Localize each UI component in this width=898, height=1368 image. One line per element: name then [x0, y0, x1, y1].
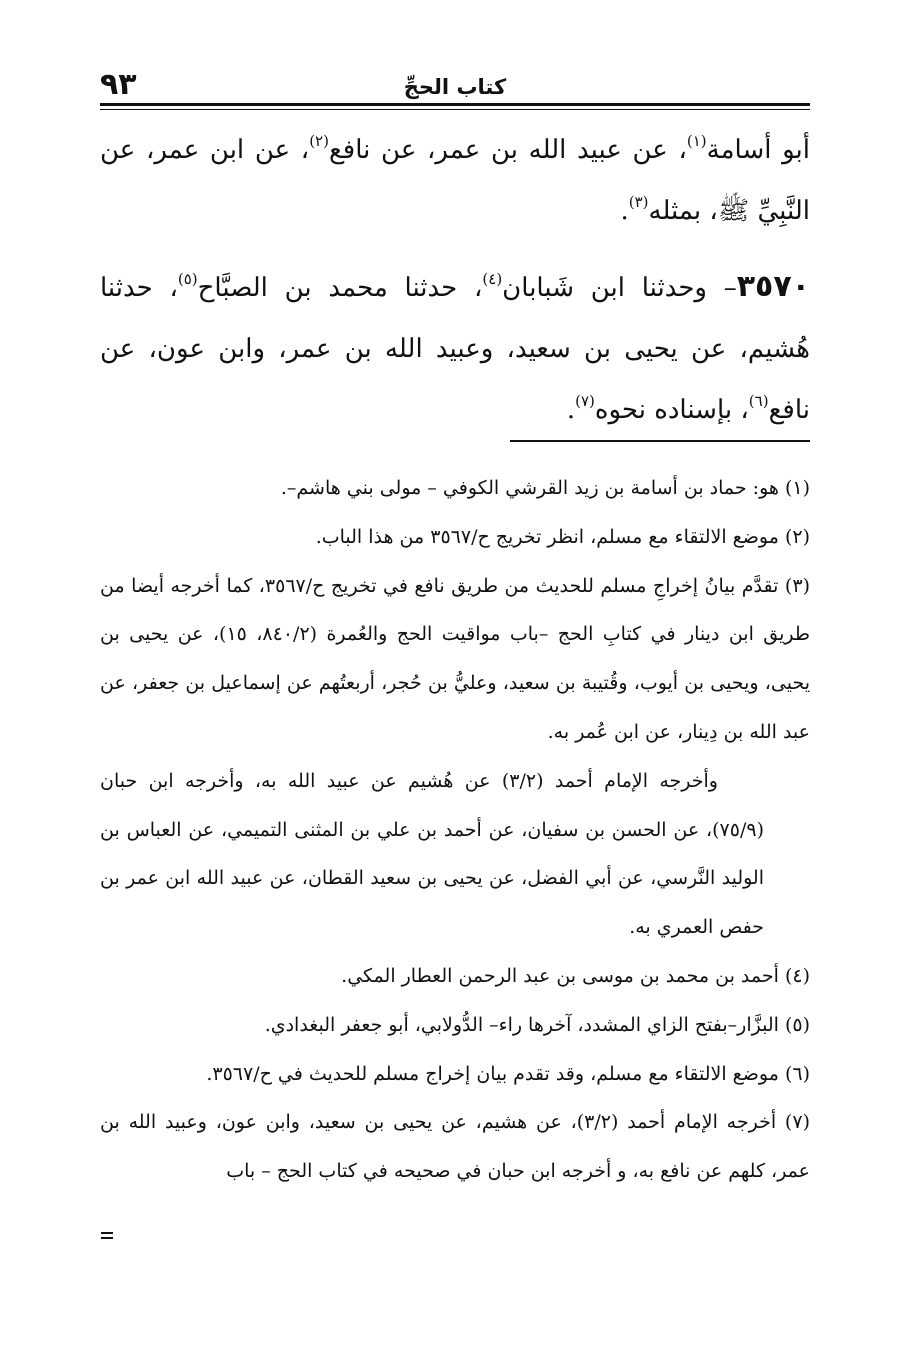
footnote-2: (٢) موضع الالتقاء مع مسلم، انظر تخريج ح/٣٥٦٧ من هذا الباب. [315, 525, 810, 548]
footnote-ref: (٦) [748, 392, 769, 411]
text-run: ، عن ابن عمر، عن النَّبِيِّ ﷺ، بمثله [100, 135, 810, 226]
text-run: أبو أسامة [706, 135, 811, 165]
hadith-number: ٣٥٧٠ [736, 269, 810, 304]
text-run: ، حدثنا هُشيم، عن يحيى بن سعيد، وعبيد الله بن عمر، وابن عون، عن نافع [100, 273, 810, 425]
footnote-6: (٦) موضع الالتقاء مع مسلم، وقد تقدم بيان إخراج مسلم للحديث في ح/٣٥٦٧. [206, 1062, 810, 1085]
text-run: ، عن عبيد الله بن عمر، عن نافع [328, 135, 687, 165]
header-rule-thick [100, 103, 810, 106]
footnote-1: (١) هو: حماد بن أسامة بن زيد القرشي الكوفي – مولى بني هاشم–. [280, 477, 810, 499]
text-run: ، بإسناده نحوه [594, 395, 749, 425]
footnote-4: (٤) أحمد بن محمد بن موسى بن عبد الرحمن العطار المكي. [341, 964, 810, 987]
footnote-ref: (١) [686, 132, 707, 151]
header-rule-thin [100, 109, 810, 110]
footnotes [100, 464, 810, 1196]
text-run: . [566, 395, 576, 425]
footnote-3: (٣) تقدَّم بيانُ إخراجِ مسلم للحديث من طريق نافع في تخريج ح/٣٥٦٧، كما أخرجه أيضا من طريق ابن دينار في كتابِ الحج –باب مواقيت الحج والعُمرة (٨٤٠/٢، ١٥)، عن يحيى بن يحيى، ويحيى بن أيوب، وقُتيبة بن سعيد، وعليُّ بن حُجر، أربعتُهم عن إسماعيل بن جعفر، عن عبد الله بن دِينار، عن ابن عُمر به. [100, 574, 810, 743]
text-run: . [620, 196, 629, 226]
footnote-divider [510, 440, 810, 442]
footnote-ref: (٧) [575, 392, 595, 411]
text-run: ، حدثنا محمد بن الصبَّاح [197, 273, 483, 303]
hadith-paragraph [100, 256, 810, 441]
footnote-ref: (٣) [628, 193, 649, 212]
page-number: ٩٣ [100, 67, 137, 102]
footnote-5: (٥) البزَّار–بفتح الزاي المشدد، آخرها راء– الدُّولابي، أبو جعفر البغدادي. [264, 1013, 810, 1036]
continuation-mark [101, 1232, 113, 1239]
paragraph-continuation [100, 120, 810, 242]
page-header [100, 68, 810, 104]
footnote-ref: (٥) [177, 270, 198, 289]
footnote-7: (٧) أخرجه الإمام أحمد (٣/٢)، عن هشيم، عن يحيى بن سعيد، وابن عون، وعبيد الله بن عمر، كلهم عن نافع به، و أخرجه ابن حبان في صحيحه في كتاب الحج – باب [100, 1111, 810, 1183]
footnote-ref: (٢) [309, 132, 329, 151]
text-run: – وحدثنا ابن شَبابان [502, 273, 737, 303]
footnote-ref: (٤) [482, 270, 503, 289]
main-text [100, 120, 810, 441]
running-title: كتاب الحجِّ [403, 75, 507, 99]
footnote-3-continuation: وأخرجه الإمام أحمد (٣/٢) عن هُشيم عن عبيد الله به، وأخرجه ابن حبان (٧٥/٩)، عن الحسن بن سفيان، عن أحمد بن علي بن المثنى التميمي، عن العباس بن الوليد النَّرسي، عن أبي الفضل، عن يحيى بن سعيد القطان، عن عبيد الله ابن عمر بن حفص العمري به. [100, 769, 764, 939]
